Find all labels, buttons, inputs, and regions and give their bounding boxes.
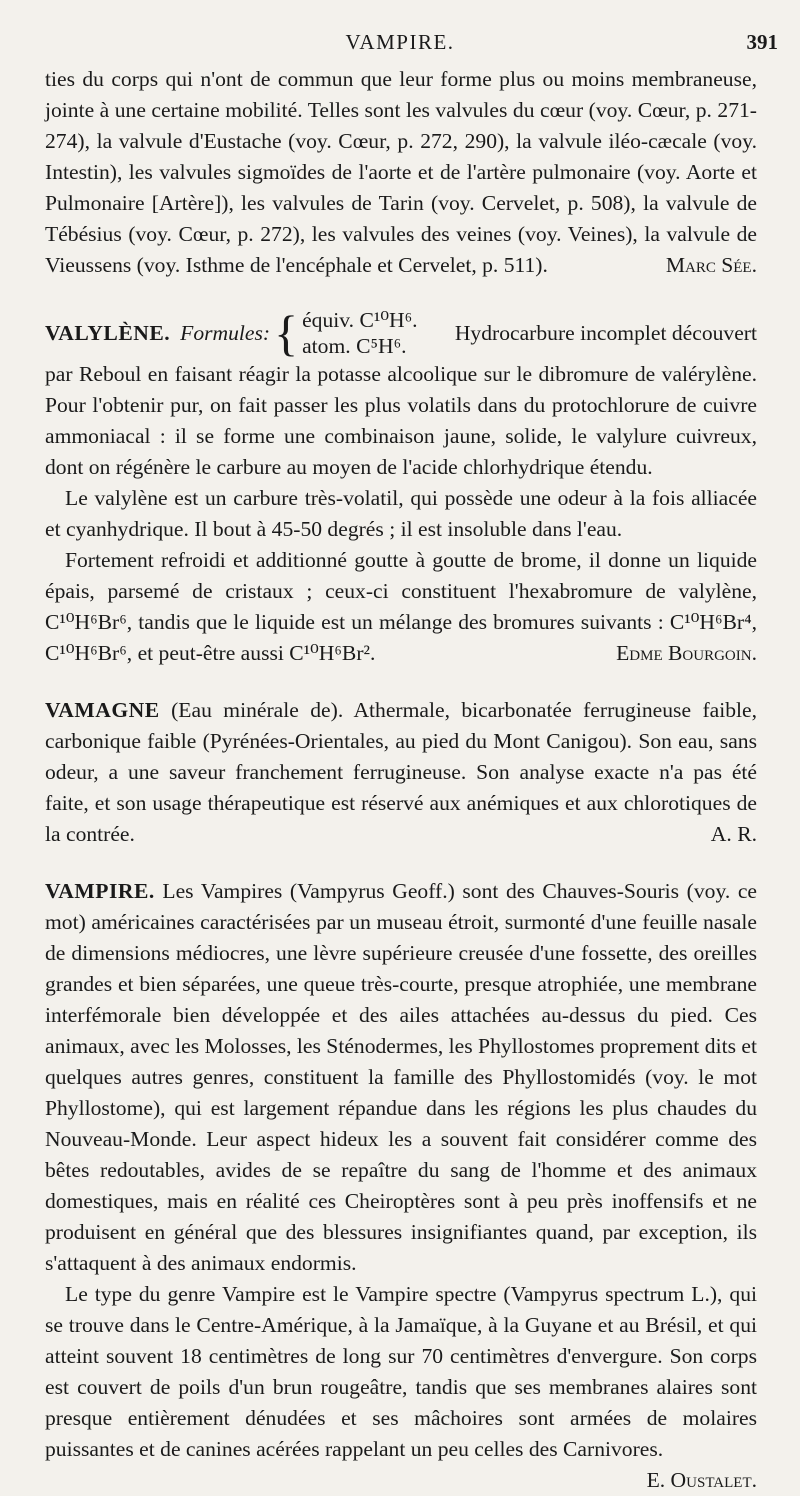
- valylene-formula-line: [45, 307, 757, 359]
- valylene-paragraph-3-text: Fortement refroidi et additionné goutte à goutte de brome, il donne un liquide épais, parsemé de cristaux ; ceux-ci constituent l'hexabromure de valylène, C¹⁰H⁶Br⁶, tandis que le liquide est un mélange des bromures suivants : C¹⁰H⁶Br⁴, C¹⁰H⁶Br⁶, et peut-être aussi C¹⁰H⁶Br².: [45, 548, 757, 665]
- page-content: [45, 64, 757, 1496]
- vamagne-entry: [45, 695, 757, 850]
- continuation-text: ties du corps qui n'ont de commun que leur forme plus ou moins membraneuse, jointe à une certaine mobilité. Telles sont les valvules du cœur (voy. Cœur, p. 271-274), la valvule d'Eustache (voy. Cœur, p. 272, 290), la valvule iléo-cæcale (voy. Intestin), les valvules sigmoïdes de l'aorte et de l'artère pulmonaire (voy. Aorte et Pulmonaire [Artère]), les valvules de Tarin (voy. Cervelet, p. 508), la valvule de Tébésius (voy. Cœur, p. 272), les valvules des veines (voy. Veines), la valvule de Vieussens (voy. Isthme de l'encéphale et Cervelet, p. 511).: [45, 67, 757, 277]
- signature-oustalet: E. Oustalet.: [646, 1468, 757, 1492]
- continuation-paragraph: [45, 64, 757, 281]
- page-header: [0, 30, 800, 60]
- vampire-entry: [45, 876, 757, 1279]
- vampire-paragraph-2: Le type du genre Vampire est le Vampire spectre (Vampyrus spectrum L.), qui se trouve dans le Centre-Amérique, à la Jamaïque, à la Guyane et au Brésil, et qui atteint souvent 18 centimètres de long sur 70 centimètres d'envergure. Son corps est couvert de poils d'un brun rougeâtre, tandis que ses membranes alaires sont presque entièrement dénudées et ses mâchoires sont armées de molaires puissantes et de canines acérées rappelant un peu celles des Carnivores.: [45, 1282, 757, 1461]
- formula-atom: atom. C⁵H⁶.: [302, 334, 407, 358]
- signature-edme-bourgoin: Edme Bourgoin.: [616, 641, 757, 665]
- signature-a-r: A. R.: [710, 822, 757, 846]
- valylene-paragraph-3: [45, 545, 757, 669]
- formulas-label: Formules:: [180, 320, 271, 345]
- vampire-paragraph-1: Les Vampires (Vampyrus Geoff.) sont des Chauves-Souris (voy. ce mot) américaines caractérisées par un museau étroit, surmonté d'une feuille nasale de dimensions médiocres, une lèvre supérieure creusée d'une fossette, des oreilles grandes et bien séparées, une queue très-courte, presque atrophiée, une membrane interfémorale bien développée et des ailes attachées au-dessus du pied. Ces animaux, avec les Molosses, les Sténodermes, les Phyllostomes proprement dits et quelques autres genres, constituent la famille des Phyllostomidés (voy. le mot Phyllostome), qui est largement répandue dans les régions les plus chaudes du Nouveau-Monde. Leur aspect hideux les a souvent fait considérer comme des bêtes redoutables, avides de se repaître du sang de l'homme et des animaux domestiques, mais en réalité ces Cheiroptères sont à peu près inoffensifs et ne produisent en général que des blessures insignifiantes quand, par exception, ils s'attaquent à des animaux endormis.: [45, 879, 757, 1275]
- formula-equiv: équiv. C¹⁰H⁶.: [302, 308, 418, 332]
- vamagne-text: (Eau minérale de). Athermale, bicarbonatée ferrugineuse faible, carbonique faible (Pyrénées-Orientales, au pied du Mont Canigou). Son eau, sans odeur, a une saveur franchement ferrugineuse. Son analyse exacte n'a pas été faite, et son usage thérapeutique est réservé aux anémiques et aux chlorotiques de la contrée.: [45, 698, 757, 846]
- headword-valylene: VALYLÈNE.: [45, 320, 171, 345]
- formula-stack: [302, 307, 417, 359]
- running-title: VAMPIRE.: [345, 30, 455, 54]
- headword-vampire: VAMPIRE.: [45, 879, 155, 903]
- headword-vamagne: VAMAGNE: [45, 698, 160, 722]
- valylene-paragraph-2: Le valylène est un carbure très-volatil, qui possède une odeur à la fois alliacée et cyanhydrique. Il bout à 45-50 degrés ; il est insoluble dans l'eau.: [45, 486, 757, 541]
- page-number: 391: [746, 30, 778, 54]
- signature-marc-see: Marc Sée.: [665, 253, 757, 277]
- valylene-paragraph-1: par Reboul en faisant réagir la potasse alcoolique sur le dibromure de valérylène. Pour l'obtenir pur, on fait passer les plus volatils dans du protochlorure de cuivre ammoniacal : il se forme une combinaison jaune, solide, le valylure cuivreux, dont on régénère le carbure au moyen de l'acide chlorhydrique étendu.: [45, 362, 757, 479]
- valylene-line1-text: Hydrocarbure incomplet découvert: [454, 320, 757, 345]
- brace-glyph: {: [274, 305, 299, 361]
- vampire-paragraph-2-container: [45, 1279, 757, 1492]
